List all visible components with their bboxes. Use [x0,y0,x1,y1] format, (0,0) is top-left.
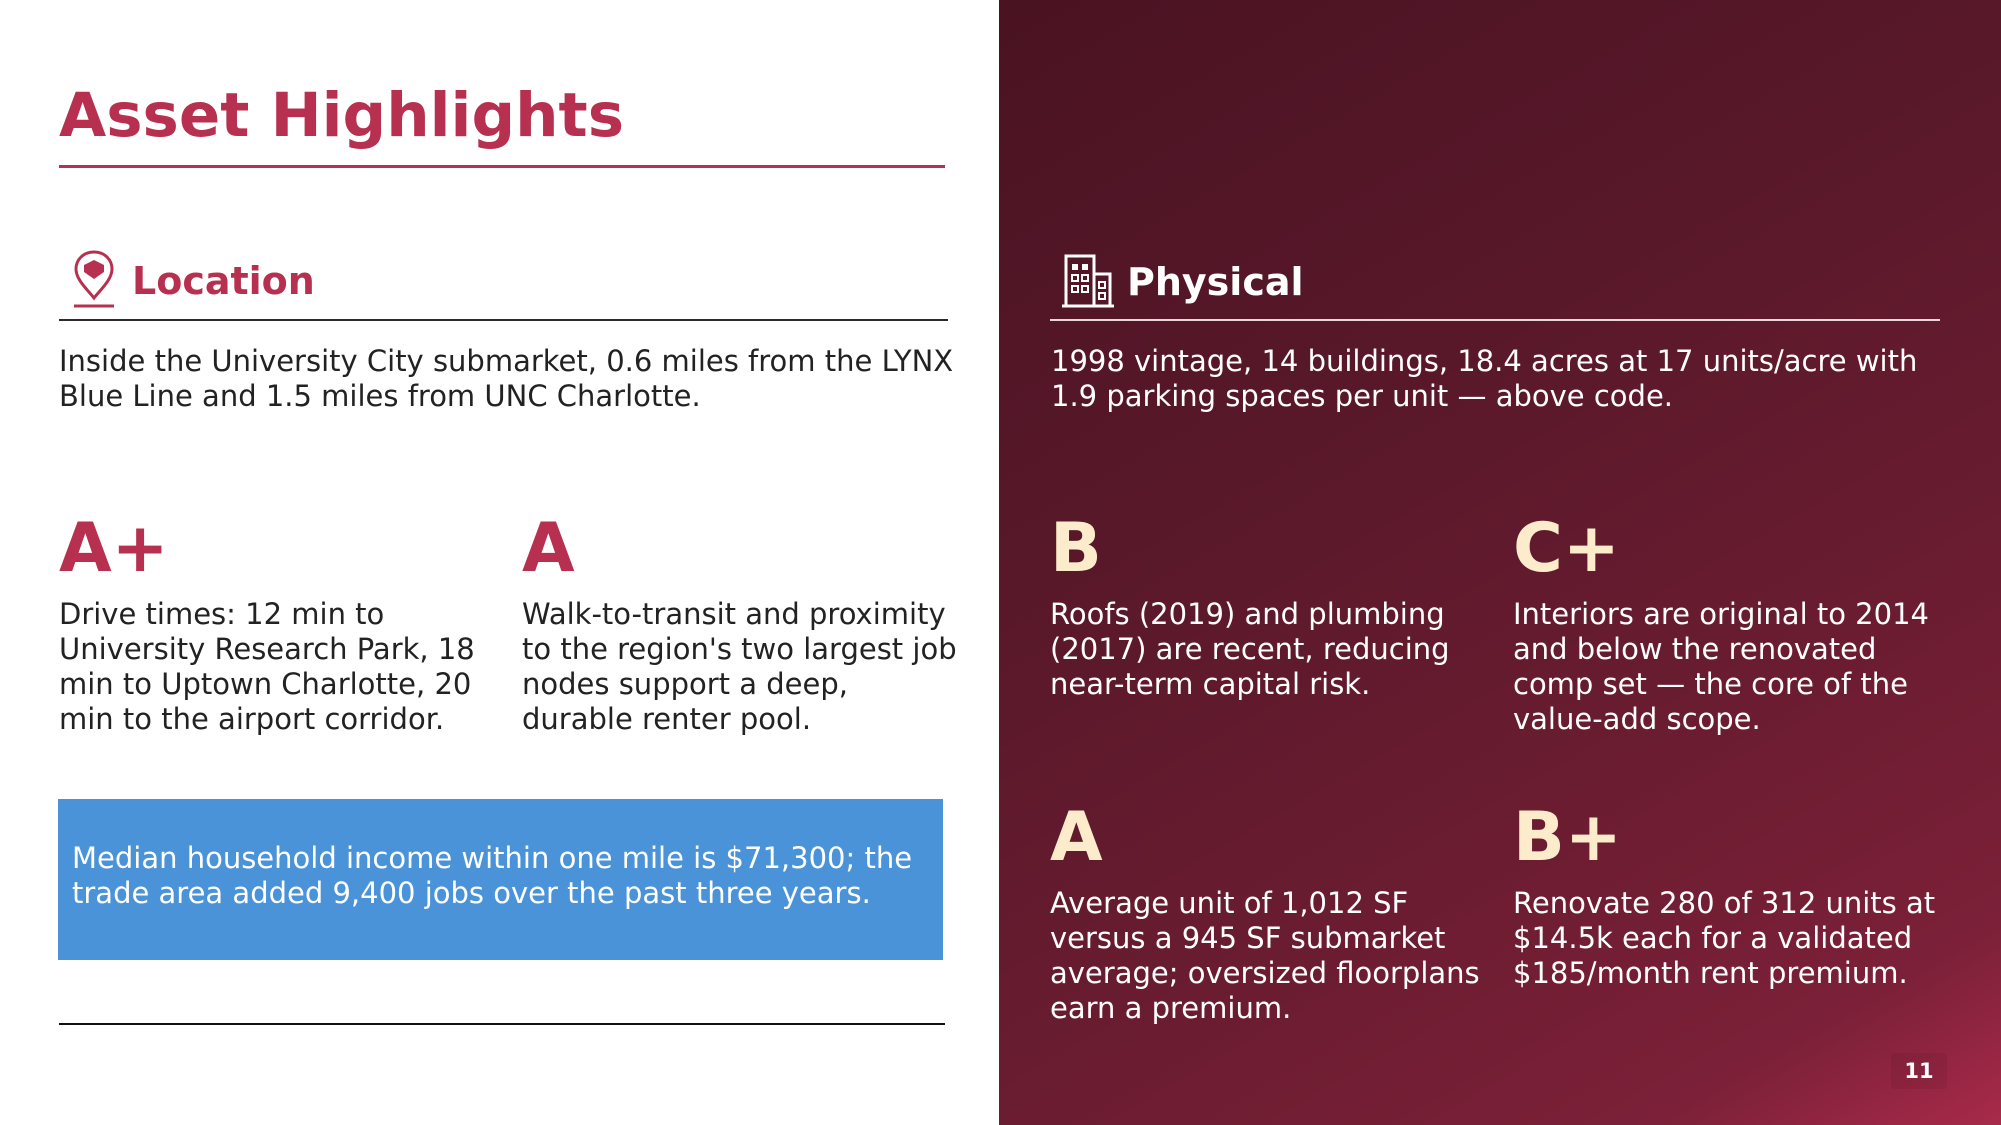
location-intro: Inside the University City submarket, 0.6 miles from the LYNX Blue Line and 1.5 miles from UNC Charlotte. [59,344,954,413]
location-divider [59,319,948,321]
physical-heading [1061,252,1304,312]
grade-label: B+ [1513,798,1622,877]
tile-description: Drive times: 12 min to University Research Park, 18 min to Uptown Charlotte, 20 min to the airport corridor. [59,597,475,736]
tile-description: Renovate 280 of 312 units at $14.5k each for a validated $185/month rent premium. [1513,886,1936,990]
location-tile-drive-times [59,509,499,737]
tile-description: Average unit of 1,012 SF versus a 945 SF submarket average; oversized floorplans earn a premium. [1050,886,1480,1025]
tile-description: Walk-to-transit and proximity to the region's two largest job nodes support a deep, durable renter pool. [522,597,957,736]
building-icon [1061,252,1115,312]
callout-text: Median household income within one mile is $71,300; the trade area added 9,400 jobs over the past three years. [72,841,913,910]
grade-label: A [1050,798,1103,877]
location-tile-transit [522,509,962,737]
tile-description: Roofs (2019) and plumbing (2017) are recent, reducing near-term capital risk. [1050,597,1450,701]
physical-tile-interiors [1513,509,1953,737]
grade-label: A+ [59,509,169,588]
grade-label: A [522,509,575,588]
location-heading [70,248,315,314]
grade-label: B [1050,509,1102,588]
tile-description: Interiors are original to 2014 and below the renovated comp set — the core of the value-add scope. [1513,597,1929,736]
physical-intro: 1998 vintage, 14 buildings, 18.4 acres at 17 units/acre with 1.9 parking spaces per unit — above code. [1051,344,1918,413]
physical-heading-label: Physical [1127,260,1304,304]
physical-tile-roofs [1050,509,1490,702]
location-panel [0,0,999,1125]
map-pin-icon [70,248,118,314]
physical-tile-renovation [1513,798,1953,991]
income-callout [58,799,943,960]
grade-label: C+ [1513,509,1620,588]
title-underline [59,165,945,168]
location-heading-label: Location [132,259,315,303]
physical-tile-unit-size [1050,798,1490,1026]
page-number: 11 [1891,1053,1947,1089]
page-title: Asset Highlights [59,80,625,151]
bottom-divider [59,1023,945,1025]
physical-divider [1050,319,1940,321]
